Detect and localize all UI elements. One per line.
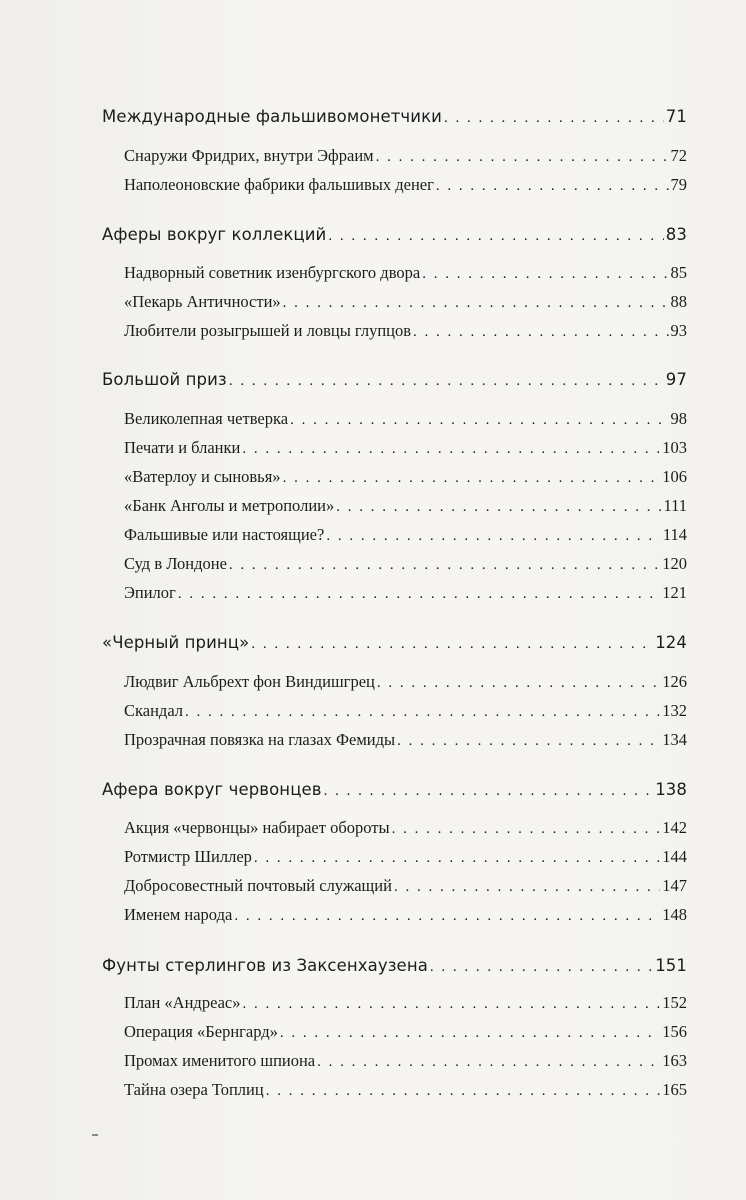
toc-title: Акция «червонцы» набирает обороты	[124, 818, 390, 837]
toc-section	[102, 730, 687, 750]
dot-leader	[397, 733, 660, 750]
toc-page-number: 144	[662, 847, 687, 866]
toc-title: Именем народа	[124, 905, 233, 924]
dot-leader	[328, 228, 663, 245]
toc-page-number: 120	[662, 554, 687, 573]
toc-section	[102, 496, 687, 516]
dot-leader	[254, 850, 660, 867]
toc-section	[102, 905, 687, 925]
toc-title: «Банк Анголы и метрополии»	[124, 496, 335, 515]
toc-title: Наполеоновские фабрики фальшивых денег	[124, 175, 434, 194]
toc-title: Прозрачная повязка на глазах Фемиды	[124, 730, 396, 749]
toc-title: Тайна озера Топлиц	[124, 1080, 264, 1099]
toc-page-number: 147	[662, 876, 687, 895]
toc-title: Добросовестный почтовый служащий	[124, 876, 392, 895]
toc-page-number: 85	[670, 263, 687, 282]
dot-leader	[336, 499, 661, 516]
toc-title: Скандал	[124, 701, 184, 720]
toc-section	[102, 876, 687, 896]
toc-chapter	[102, 956, 687, 976]
toc-section	[102, 525, 687, 545]
toc-page-number: 83	[665, 225, 687, 244]
toc-page-number: 165	[662, 1080, 687, 1099]
toc-page-number: 72	[670, 146, 687, 165]
dot-leader	[324, 783, 654, 800]
toc-section	[102, 818, 687, 838]
toc-title: «Ватерлоу и сыновья»	[124, 467, 281, 486]
toc-chapter	[102, 107, 687, 127]
dot-leader	[376, 149, 669, 166]
dot-leader	[266, 1083, 661, 1100]
toc-title: Фунты стерлингов из Заксенхаузена	[102, 956, 428, 975]
dot-leader	[185, 704, 660, 721]
toc-title: Людвиг Альбрехт фон Виндишгрец	[124, 672, 375, 691]
toc-section	[102, 467, 687, 487]
dot-leader	[229, 373, 664, 390]
toc-section	[102, 847, 687, 867]
toc-section	[102, 438, 687, 458]
toc-page-number: 148	[662, 905, 687, 924]
toc-page-number: 98	[670, 409, 687, 428]
toc-section	[102, 1080, 687, 1100]
dot-leader	[234, 908, 660, 925]
toc-section	[102, 1022, 687, 1042]
toc-page-number: 151	[655, 956, 687, 975]
toc-title: План «Андреас»	[124, 993, 241, 1012]
print-mark	[92, 1134, 98, 1136]
dot-leader	[394, 879, 660, 896]
toc-page-number: 132	[662, 701, 687, 720]
toc-page-number: 124	[655, 633, 687, 652]
toc-section	[102, 175, 687, 195]
toc-title: Аферы вокруг коллекций	[102, 225, 327, 244]
toc-page-number: 88	[670, 292, 687, 311]
dot-leader	[242, 441, 660, 458]
toc-title: Печати и бланки	[124, 438, 241, 457]
toc-page-number: 156	[662, 1022, 687, 1041]
toc-section	[102, 321, 687, 341]
dot-leader	[317, 1054, 660, 1071]
toc-title: Международные фальшивомонетчики	[102, 107, 442, 126]
toc-section	[102, 672, 687, 692]
toc-section	[102, 263, 687, 283]
toc-chapter	[102, 633, 687, 653]
toc-title: Суд в Лондоне	[124, 554, 227, 573]
toc-title: Снаружи Фридрих, внутри Эфраим	[124, 146, 374, 165]
dot-leader	[413, 324, 668, 341]
dot-leader	[430, 959, 653, 976]
toc-page-number: 97	[665, 370, 687, 389]
toc-section	[102, 554, 687, 574]
toc-page-number: 79	[670, 175, 687, 194]
toc-title: «Черный принц»	[102, 633, 250, 652]
toc-section	[102, 292, 687, 312]
toc-page-number: 126	[662, 672, 687, 691]
dot-leader	[283, 295, 669, 312]
toc-page-number: 103	[662, 438, 687, 457]
dot-leader	[392, 821, 661, 838]
dot-leader	[229, 557, 660, 574]
dot-leader	[251, 636, 653, 653]
toc-page-number: 93	[670, 321, 687, 340]
toc-section	[102, 1051, 687, 1071]
toc-chapter	[102, 780, 687, 800]
toc-page-number: 142	[662, 818, 687, 837]
toc-section	[102, 583, 687, 603]
toc-title: Промах именитого шпиона	[124, 1051, 316, 1070]
toc-chapter	[102, 370, 687, 390]
toc-page-number: 111	[663, 496, 687, 515]
toc-page-number: 138	[655, 780, 687, 799]
toc-title: Эпилог	[124, 583, 176, 602]
dot-leader	[377, 675, 660, 692]
dot-leader	[326, 528, 661, 545]
toc-page-number: 114	[662, 525, 687, 544]
toc-title: Ротмистр Шиллер	[124, 847, 252, 866]
toc-title: «Пекарь Античности»	[124, 292, 281, 311]
toc-page-number: 71	[665, 107, 687, 126]
toc-page-number: 106	[662, 467, 687, 486]
toc-title: Надворный советник изенбургского двора	[124, 263, 421, 282]
dot-leader	[243, 996, 661, 1013]
toc-section	[102, 993, 687, 1013]
dot-leader	[280, 1025, 660, 1042]
toc-title: Большой приз	[102, 370, 227, 389]
toc-page-number: 121	[662, 583, 687, 602]
toc-section	[102, 701, 687, 721]
toc-chapter	[102, 225, 687, 245]
dot-leader	[436, 178, 669, 195]
toc-page-number: 134	[662, 730, 687, 749]
toc-page-number: 163	[662, 1051, 687, 1070]
dot-leader	[283, 470, 661, 487]
toc-title: Великолепная четверка	[124, 409, 289, 428]
toc-title: Операция «Бернгард»	[124, 1022, 278, 1041]
toc-title: Любители розыгрышей и ловцы глупцов	[124, 321, 412, 340]
dot-leader	[444, 110, 664, 127]
toc-title: Фальшивые или настоящие?	[124, 525, 325, 544]
toc-page-number: 152	[662, 993, 687, 1012]
dot-leader	[422, 266, 668, 283]
dot-leader	[178, 586, 660, 603]
toc-section	[102, 409, 687, 429]
toc-title: Афера вокруг червонцев	[102, 780, 322, 799]
toc-section	[102, 146, 687, 166]
dot-leader	[290, 412, 668, 429]
